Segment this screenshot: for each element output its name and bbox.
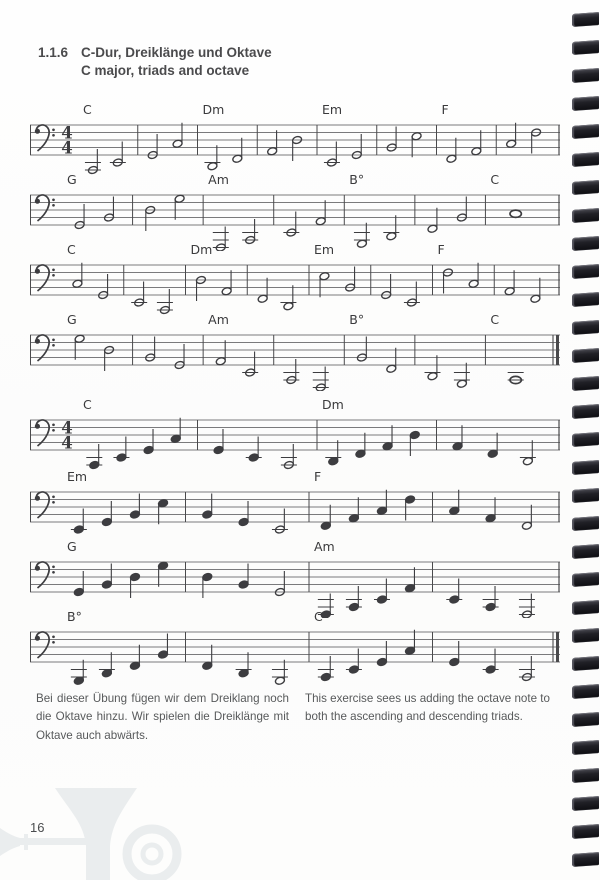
note — [383, 215, 399, 241]
note — [242, 352, 258, 378]
note — [130, 494, 141, 520]
note — [131, 282, 147, 308]
staff-system-5 — [30, 398, 560, 476]
section-number: 1.1.6 — [38, 45, 69, 60]
note — [104, 197, 115, 223]
note — [508, 373, 524, 384]
note — [483, 649, 499, 675]
note — [143, 429, 154, 455]
note — [272, 660, 288, 686]
note — [405, 567, 416, 593]
note — [531, 128, 542, 154]
note — [236, 652, 252, 678]
note — [73, 571, 84, 597]
binding-coil — [572, 768, 599, 783]
note — [377, 641, 388, 667]
note — [471, 130, 482, 156]
chord-label: C — [83, 398, 92, 412]
note — [382, 425, 393, 451]
note — [257, 278, 268, 304]
note — [71, 509, 87, 535]
note — [449, 641, 460, 667]
note — [174, 194, 185, 220]
note — [386, 348, 397, 374]
note — [98, 274, 109, 300]
note — [446, 579, 462, 605]
note — [457, 197, 468, 223]
staff-system-3 — [30, 243, 560, 321]
note — [196, 275, 207, 301]
note — [283, 212, 299, 238]
note — [113, 437, 129, 463]
note — [522, 505, 533, 531]
staff-system-7 — [30, 540, 560, 618]
note — [99, 652, 115, 678]
note — [519, 656, 535, 682]
note — [221, 270, 232, 296]
instruction-text-german: Bei dieser Übung fügen wir dem Dreiklang noch die Oktave hinzu. Wir spielen die Dreiklänge mit Oktave auch abwärts. — [36, 692, 289, 742]
chord-label: Dm — [322, 398, 344, 412]
note — [351, 134, 362, 160]
note — [71, 660, 87, 686]
note — [313, 367, 329, 392]
note — [325, 440, 341, 466]
binding-coil — [572, 460, 599, 475]
note — [443, 268, 454, 294]
binding-coil — [572, 656, 599, 671]
note — [130, 572, 141, 598]
note — [275, 571, 286, 597]
binding-coil — [572, 712, 599, 727]
time-signature-digit: 4 — [61, 123, 73, 143]
binding-coil — [572, 264, 599, 279]
chord-label: C — [490, 313, 500, 327]
binding-coil — [572, 824, 599, 839]
note — [374, 579, 390, 605]
chord-label: C — [83, 103, 92, 117]
note — [145, 205, 156, 231]
note — [246, 437, 262, 463]
note — [449, 490, 460, 516]
note — [504, 270, 515, 296]
binding-coil — [572, 628, 599, 643]
note — [85, 149, 101, 175]
note — [346, 649, 362, 675]
note — [72, 263, 83, 289]
time-signature-digit: 4 — [61, 433, 73, 453]
note — [215, 340, 226, 366]
note — [530, 278, 541, 304]
note — [238, 501, 249, 527]
note — [381, 274, 392, 300]
note — [345, 267, 356, 293]
note — [213, 429, 224, 455]
chord-label: F — [314, 470, 322, 484]
note — [147, 134, 158, 160]
note — [320, 505, 331, 531]
note — [130, 645, 141, 671]
note — [102, 501, 113, 527]
note — [425, 355, 441, 381]
instruction-text-english: This exercise sees us adding the octave note to both the ascending and descending triads. — [305, 692, 550, 724]
note — [292, 135, 303, 161]
binding-coil — [572, 600, 599, 615]
note — [318, 656, 334, 682]
note — [202, 645, 213, 671]
note — [411, 132, 422, 158]
note — [202, 572, 213, 598]
note — [487, 433, 498, 459]
instruction-paragraphs — [36, 690, 558, 745]
chord-label: C — [490, 173, 500, 187]
binding-coil — [572, 544, 599, 559]
chord-label: G — [67, 313, 77, 327]
note — [427, 208, 438, 234]
chord-label: Am — [208, 313, 229, 327]
binding-coil — [572, 684, 599, 699]
chord-label: C — [314, 610, 323, 624]
note — [446, 138, 457, 164]
chord-label: Am — [314, 540, 335, 554]
binding-coil — [572, 572, 599, 587]
staff-system-1 — [30, 103, 560, 181]
binding-coil — [572, 320, 599, 335]
note — [110, 142, 126, 168]
note — [242, 219, 258, 245]
note — [355, 433, 366, 459]
binding-coil — [572, 292, 599, 307]
note — [346, 586, 362, 612]
note — [357, 337, 368, 363]
binding-coil — [572, 348, 599, 363]
binding-coil — [572, 180, 599, 195]
note — [86, 444, 102, 470]
note — [377, 490, 388, 516]
note — [483, 586, 499, 612]
chord-label: Em — [322, 103, 343, 117]
binding-coil — [572, 404, 599, 419]
binding-coil — [572, 796, 599, 811]
chord-label: Em — [314, 243, 335, 257]
chord-label: Am — [208, 173, 229, 187]
note — [280, 285, 296, 311]
note — [386, 127, 397, 153]
binding-coil — [572, 740, 599, 755]
note — [405, 495, 416, 521]
binding-coil — [572, 68, 599, 83]
note — [281, 444, 297, 470]
note — [506, 123, 517, 149]
note — [238, 564, 249, 590]
chord-label: G — [67, 540, 77, 554]
binding-coil — [572, 432, 599, 447]
note — [485, 497, 496, 523]
note — [404, 282, 420, 308]
note — [520, 440, 536, 466]
note — [267, 130, 278, 156]
note — [104, 345, 115, 371]
note — [170, 418, 181, 444]
note — [510, 210, 521, 217]
note — [174, 344, 185, 370]
staff-system-6 — [30, 470, 560, 548]
note — [283, 359, 299, 385]
binding-coil — [572, 152, 599, 167]
note — [405, 630, 416, 656]
binding-coil — [572, 852, 599, 867]
note — [452, 425, 463, 451]
binding-coil — [572, 40, 599, 55]
time-signature-digit: 4 — [61, 138, 73, 158]
binding-coil — [572, 488, 599, 503]
note — [158, 561, 169, 587]
note — [158, 499, 169, 525]
time-signature-digit: 4 — [61, 418, 73, 438]
section-title-german: C-Dur, Dreiklänge und Oktave — [81, 45, 272, 60]
binding-coil — [572, 208, 599, 223]
chord-label: B° — [67, 610, 82, 624]
note — [454, 363, 470, 389]
staff-system-8 — [30, 610, 560, 688]
chord-label: G — [67, 173, 77, 187]
note — [102, 564, 113, 590]
binding-coil — [572, 516, 599, 531]
binding-coil — [572, 96, 599, 111]
page-number: 16 — [30, 820, 45, 835]
note — [319, 272, 330, 298]
note — [157, 289, 173, 315]
note — [158, 634, 169, 660]
note — [349, 497, 360, 523]
note — [202, 494, 213, 520]
chord-label: B° — [349, 173, 365, 187]
note — [204, 145, 220, 171]
note — [409, 430, 420, 456]
chord-label: B° — [349, 313, 365, 327]
note — [232, 138, 243, 164]
staff-system-2 — [30, 173, 560, 251]
note — [468, 263, 479, 289]
note — [145, 337, 156, 363]
binding-coil — [572, 376, 599, 391]
binding-coil — [572, 12, 599, 27]
section-heading — [38, 44, 272, 80]
note — [172, 123, 183, 149]
chord-label: C — [67, 243, 76, 257]
chord-label: Em — [67, 470, 88, 484]
chord-label: F — [441, 103, 449, 117]
chord-label: Dm — [202, 103, 225, 117]
binding-coil — [572, 124, 599, 139]
spiral-binding — [572, 13, 600, 866]
binding-coil — [572, 236, 599, 251]
note — [74, 334, 85, 360]
section-title-english: C major, triads and octave — [81, 63, 250, 79]
chord-label: Dm — [190, 243, 213, 257]
chord-label: F — [437, 243, 445, 257]
note — [324, 142, 340, 168]
note — [74, 204, 85, 230]
note — [315, 200, 326, 226]
staff-system-4 — [30, 313, 560, 391]
note — [272, 509, 288, 535]
